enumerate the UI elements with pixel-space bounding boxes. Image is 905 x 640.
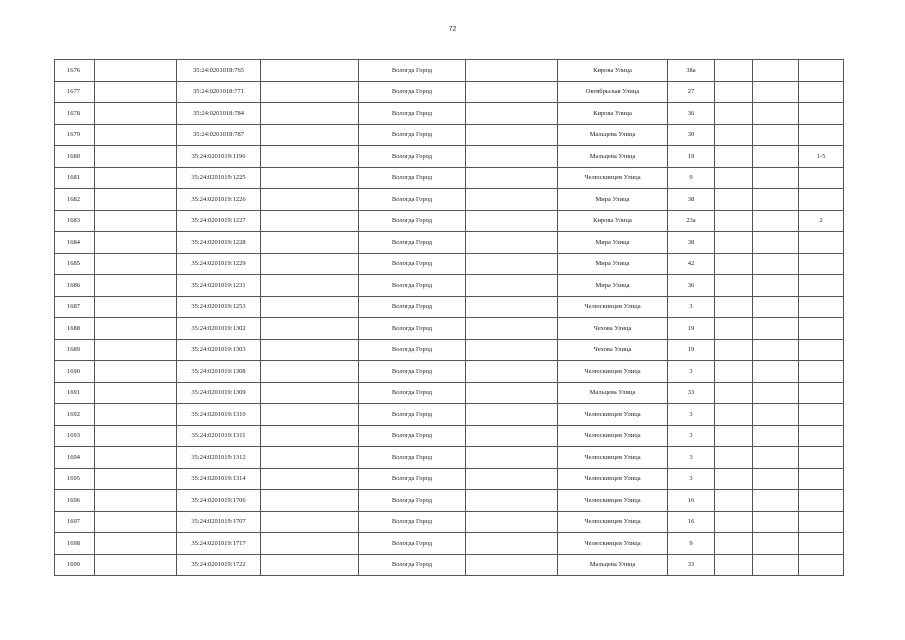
- empty-cell: [466, 146, 558, 168]
- street-cell: Челюскинцев Улица: [558, 167, 668, 189]
- empty-cell: [95, 533, 177, 555]
- house-number-cell: 16: [668, 490, 715, 512]
- apartment-cell: [799, 167, 844, 189]
- empty-cell: [753, 275, 799, 297]
- empty-cell: [466, 60, 558, 82]
- table-row: [55, 318, 844, 340]
- empty-cell: [753, 296, 799, 318]
- row-number-cell: 1693: [55, 425, 95, 447]
- empty-cell: [753, 81, 799, 103]
- street-cell: Челюскинцев Улица: [558, 533, 668, 555]
- apartment-cell: [799, 339, 844, 361]
- locality-cell: Вологда Город: [359, 318, 466, 340]
- cadastral-number-cell: 35:24:0201019:1225: [177, 167, 261, 189]
- empty-cell: [753, 533, 799, 555]
- empty-cell: [753, 210, 799, 232]
- row-number-cell: 1699: [55, 554, 95, 576]
- registry-table: [54, 59, 844, 576]
- table-row: [55, 361, 844, 383]
- row-number-cell: 1678: [55, 103, 95, 125]
- empty-cell: [95, 146, 177, 168]
- row-number-cell: 1684: [55, 232, 95, 254]
- table-row: [55, 533, 844, 555]
- street-cell: Мальцева Улица: [558, 554, 668, 576]
- cadastral-number-cell: 35:24:0201019:1722: [177, 554, 261, 576]
- cadastral-number-cell: 35:24:0201019:1312: [177, 447, 261, 469]
- empty-cell: [261, 533, 359, 555]
- empty-cell: [95, 468, 177, 490]
- empty-cell: [261, 382, 359, 404]
- cadastral-number-cell: 35:24:0201019:1302: [177, 318, 261, 340]
- row-number-cell: 1691: [55, 382, 95, 404]
- empty-cell: [466, 361, 558, 383]
- empty-cell: [715, 361, 753, 383]
- street-cell: Челюскинцев Улица: [558, 447, 668, 469]
- empty-cell: [753, 425, 799, 447]
- table-row: [55, 232, 844, 254]
- empty-cell: [715, 103, 753, 125]
- house-number-cell: 3: [668, 468, 715, 490]
- empty-cell: [261, 60, 359, 82]
- row-number-cell: 1676: [55, 60, 95, 82]
- cadastral-number-cell: 35:24:0201018:765: [177, 60, 261, 82]
- table-row: [55, 124, 844, 146]
- apartment-cell: [799, 253, 844, 275]
- locality-cell: Вологда Город: [359, 253, 466, 275]
- empty-cell: [466, 81, 558, 103]
- empty-cell: [466, 554, 558, 576]
- empty-cell: [466, 167, 558, 189]
- apartment-cell: [799, 447, 844, 469]
- page-number: 72: [448, 26, 457, 33]
- empty-cell: [466, 404, 558, 426]
- street-cell: Октябрьская Улица: [558, 81, 668, 103]
- table-row: [55, 490, 844, 512]
- house-number-cell: 3: [668, 447, 715, 469]
- empty-cell: [95, 382, 177, 404]
- cadastral-number-cell: 35:24:0201019:1227: [177, 210, 261, 232]
- street-cell: Мира Улица: [558, 253, 668, 275]
- empty-cell: [95, 124, 177, 146]
- street-cell: Кирова Улица: [558, 103, 668, 125]
- empty-cell: [715, 189, 753, 211]
- empty-cell: [466, 339, 558, 361]
- empty-cell: [261, 447, 359, 469]
- apartment-cell: [799, 296, 844, 318]
- empty-cell: [261, 361, 359, 383]
- house-number-cell: 3: [668, 296, 715, 318]
- empty-cell: [715, 124, 753, 146]
- table-row: [55, 146, 844, 168]
- row-number-cell: 1682: [55, 189, 95, 211]
- street-cell: Мальцева Улица: [558, 382, 668, 404]
- cadastral-number-cell: 35:24:0201019:1231: [177, 275, 261, 297]
- apartment-cell: [799, 232, 844, 254]
- empty-cell: [261, 339, 359, 361]
- empty-cell: [715, 318, 753, 340]
- empty-cell: [261, 296, 359, 318]
- empty-cell: [95, 318, 177, 340]
- locality-cell: Вологда Город: [359, 404, 466, 426]
- empty-cell: [466, 490, 558, 512]
- empty-cell: [95, 189, 177, 211]
- locality-cell: Вологда Город: [359, 103, 466, 125]
- house-number-cell: 16: [668, 511, 715, 533]
- locality-cell: Вологда Город: [359, 210, 466, 232]
- locality-cell: Вологда Город: [359, 554, 466, 576]
- apartment-cell: [799, 60, 844, 82]
- empty-cell: [466, 189, 558, 211]
- empty-cell: [753, 447, 799, 469]
- empty-cell: [466, 425, 558, 447]
- empty-cell: [753, 103, 799, 125]
- empty-cell: [95, 490, 177, 512]
- street-cell: Мальцева Улица: [558, 124, 668, 146]
- house-number-cell: 33: [668, 382, 715, 404]
- street-cell: Челюскинцев Улица: [558, 468, 668, 490]
- house-number-cell: 3: [668, 425, 715, 447]
- empty-cell: [753, 232, 799, 254]
- table-row: [55, 253, 844, 275]
- empty-cell: [95, 253, 177, 275]
- apartment-cell: [799, 103, 844, 125]
- house-number-cell: 42: [668, 253, 715, 275]
- house-number-cell: 23а: [668, 210, 715, 232]
- locality-cell: Вологда Город: [359, 447, 466, 469]
- empty-cell: [261, 425, 359, 447]
- street-cell: Челюскинцев Улица: [558, 511, 668, 533]
- empty-cell: [95, 511, 177, 533]
- table-row: [55, 103, 844, 125]
- empty-cell: [261, 318, 359, 340]
- locality-cell: Вологда Город: [359, 296, 466, 318]
- apartment-cell: [799, 490, 844, 512]
- house-number-cell: 3: [668, 404, 715, 426]
- empty-cell: [466, 318, 558, 340]
- registry-table-body: [55, 60, 844, 576]
- cadastral-number-cell: 35:24:0201019:1717: [177, 533, 261, 555]
- cadastral-number-cell: 35:24:0201019:1311: [177, 425, 261, 447]
- row-number-cell: 1681: [55, 167, 95, 189]
- apartment-cell: [799, 189, 844, 211]
- cadastral-number-cell: 35:24:0201018:787: [177, 124, 261, 146]
- row-number-cell: 1694: [55, 447, 95, 469]
- empty-cell: [715, 533, 753, 555]
- empty-cell: [715, 253, 753, 275]
- empty-cell: [95, 81, 177, 103]
- locality-cell: Вологда Город: [359, 124, 466, 146]
- locality-cell: Вологда Город: [359, 189, 466, 211]
- locality-cell: Вологда Город: [359, 382, 466, 404]
- table-row: [55, 275, 844, 297]
- apartment-cell: 1-5: [799, 146, 844, 168]
- empty-cell: [95, 210, 177, 232]
- empty-cell: [753, 468, 799, 490]
- locality-cell: Вологда Город: [359, 490, 466, 512]
- empty-cell: [466, 468, 558, 490]
- empty-cell: [261, 189, 359, 211]
- apartment-cell: [799, 533, 844, 555]
- empty-cell: [715, 425, 753, 447]
- row-number-cell: 1689: [55, 339, 95, 361]
- empty-cell: [261, 275, 359, 297]
- table-row: [55, 210, 844, 232]
- row-number-cell: 1695: [55, 468, 95, 490]
- house-number-cell: 3: [668, 361, 715, 383]
- house-number-cell: 9: [668, 167, 715, 189]
- empty-cell: [753, 404, 799, 426]
- empty-cell: [715, 404, 753, 426]
- apartment-cell: [799, 425, 844, 447]
- empty-cell: [715, 447, 753, 469]
- table-row: [55, 447, 844, 469]
- empty-cell: [466, 124, 558, 146]
- street-cell: Кирова Улица: [558, 60, 668, 82]
- empty-cell: [261, 232, 359, 254]
- table-row: [55, 425, 844, 447]
- apartment-cell: [799, 275, 844, 297]
- apartment-cell: [799, 318, 844, 340]
- empty-cell: [753, 511, 799, 533]
- empty-cell: [466, 232, 558, 254]
- apartment-cell: [799, 81, 844, 103]
- cadastral-number-cell: 35:24:0201018:784: [177, 103, 261, 125]
- cadastral-number-cell: 35:24:0201019:1314: [177, 468, 261, 490]
- empty-cell: [715, 339, 753, 361]
- cadastral-number-cell: 35:24:0201019:1228: [177, 232, 261, 254]
- table-row: [55, 189, 844, 211]
- empty-cell: [715, 167, 753, 189]
- apartment-cell: [799, 554, 844, 576]
- cadastral-number-cell: 35:24:0201018:771: [177, 81, 261, 103]
- house-number-cell: 38а: [668, 60, 715, 82]
- empty-cell: [95, 339, 177, 361]
- locality-cell: Вологда Город: [359, 167, 466, 189]
- empty-cell: [753, 382, 799, 404]
- street-cell: Челюскинцев Улица: [558, 361, 668, 383]
- cadastral-number-cell: 35:24:0201019:1308: [177, 361, 261, 383]
- street-cell: Мальцева Улица: [558, 146, 668, 168]
- empty-cell: [95, 296, 177, 318]
- empty-cell: [95, 361, 177, 383]
- street-cell: Челюскинцев Улица: [558, 404, 668, 426]
- row-number-cell: 1680: [55, 146, 95, 168]
- empty-cell: [715, 60, 753, 82]
- street-cell: Кирова Улица: [558, 210, 668, 232]
- row-number-cell: 1696: [55, 490, 95, 512]
- empty-cell: [95, 103, 177, 125]
- empty-cell: [715, 382, 753, 404]
- empty-cell: [466, 296, 558, 318]
- apartment-cell: [799, 404, 844, 426]
- table-row: [55, 60, 844, 82]
- table-row: [55, 339, 844, 361]
- empty-cell: [261, 210, 359, 232]
- empty-cell: [466, 533, 558, 555]
- empty-cell: [95, 447, 177, 469]
- row-number-cell: 1679: [55, 124, 95, 146]
- locality-cell: Вологда Город: [359, 511, 466, 533]
- apartment-cell: [799, 382, 844, 404]
- empty-cell: [95, 232, 177, 254]
- empty-cell: [753, 554, 799, 576]
- locality-cell: Вологда Город: [359, 533, 466, 555]
- empty-cell: [715, 275, 753, 297]
- empty-cell: [753, 318, 799, 340]
- empty-cell: [261, 103, 359, 125]
- empty-cell: [466, 253, 558, 275]
- street-cell: Чехова Улица: [558, 339, 668, 361]
- empty-cell: [261, 146, 359, 168]
- empty-cell: [753, 189, 799, 211]
- locality-cell: Вологда Город: [359, 146, 466, 168]
- row-number-cell: 1698: [55, 533, 95, 555]
- house-number-cell: 19: [668, 318, 715, 340]
- street-cell: Чехова Улица: [558, 318, 668, 340]
- house-number-cell: 19: [668, 146, 715, 168]
- street-cell: Челюскинцев Улица: [558, 490, 668, 512]
- empty-cell: [261, 167, 359, 189]
- cadastral-number-cell: 35:24:0201019:1226: [177, 189, 261, 211]
- locality-cell: Вологда Город: [359, 232, 466, 254]
- empty-cell: [466, 210, 558, 232]
- empty-cell: [753, 361, 799, 383]
- table-row: [55, 296, 844, 318]
- empty-cell: [95, 404, 177, 426]
- table-row: [55, 554, 844, 576]
- row-number-cell: 1686: [55, 275, 95, 297]
- empty-cell: [753, 167, 799, 189]
- cadastral-number-cell: 35:24:0201019:1196: [177, 146, 261, 168]
- locality-cell: Вологда Город: [359, 81, 466, 103]
- apartment-cell: 2: [799, 210, 844, 232]
- empty-cell: [753, 60, 799, 82]
- empty-cell: [715, 232, 753, 254]
- empty-cell: [261, 490, 359, 512]
- empty-cell: [715, 146, 753, 168]
- empty-cell: [261, 468, 359, 490]
- house-number-cell: 33: [668, 554, 715, 576]
- table-row: [55, 81, 844, 103]
- empty-cell: [753, 146, 799, 168]
- empty-cell: [466, 275, 558, 297]
- house-number-cell: 19: [668, 339, 715, 361]
- cadastral-number-cell: 35:24:0201019:1303: [177, 339, 261, 361]
- empty-cell: [753, 253, 799, 275]
- street-cell: Мира Улица: [558, 189, 668, 211]
- empty-cell: [753, 339, 799, 361]
- row-number-cell: 1690: [55, 361, 95, 383]
- empty-cell: [715, 296, 753, 318]
- street-cell: Челюскинцев Улица: [558, 425, 668, 447]
- cadastral-number-cell: 35:24:0201019:1229: [177, 253, 261, 275]
- locality-cell: Вологда Город: [359, 361, 466, 383]
- house-number-cell: 36: [668, 103, 715, 125]
- table-row: [55, 382, 844, 404]
- empty-cell: [466, 447, 558, 469]
- empty-cell: [753, 124, 799, 146]
- row-number-cell: 1697: [55, 511, 95, 533]
- house-number-cell: 9: [668, 533, 715, 555]
- locality-cell: Вологда Город: [359, 425, 466, 447]
- empty-cell: [466, 382, 558, 404]
- empty-cell: [261, 554, 359, 576]
- cadastral-number-cell: 35:24:0201019:1310: [177, 404, 261, 426]
- row-number-cell: 1683: [55, 210, 95, 232]
- empty-cell: [715, 490, 753, 512]
- cadastral-number-cell: 35:24:0201019:1707: [177, 511, 261, 533]
- apartment-cell: [799, 124, 844, 146]
- table-row: [55, 404, 844, 426]
- row-number-cell: 1685: [55, 253, 95, 275]
- cadastral-number-cell: 35:24:0201019:1309: [177, 382, 261, 404]
- empty-cell: [466, 103, 558, 125]
- empty-cell: [261, 81, 359, 103]
- row-number-cell: 1677: [55, 81, 95, 103]
- empty-cell: [466, 511, 558, 533]
- house-number-cell: 38: [668, 232, 715, 254]
- locality-cell: Вологда Город: [359, 339, 466, 361]
- street-cell: Челюскинцев Улица: [558, 296, 668, 318]
- empty-cell: [261, 124, 359, 146]
- locality-cell: Вологда Город: [359, 60, 466, 82]
- empty-cell: [753, 490, 799, 512]
- empty-cell: [95, 60, 177, 82]
- apartment-cell: [799, 361, 844, 383]
- empty-cell: [95, 425, 177, 447]
- row-number-cell: 1688: [55, 318, 95, 340]
- empty-cell: [715, 81, 753, 103]
- empty-cell: [715, 468, 753, 490]
- apartment-cell: [799, 468, 844, 490]
- empty-cell: [261, 253, 359, 275]
- apartment-cell: [799, 511, 844, 533]
- cadastral-number-cell: 35:24:0201019:1253: [177, 296, 261, 318]
- house-number-cell: 36: [668, 275, 715, 297]
- empty-cell: [261, 404, 359, 426]
- street-cell: Мира Улица: [558, 232, 668, 254]
- table-row: [55, 468, 844, 490]
- empty-cell: [95, 554, 177, 576]
- street-cell: Мира Улица: [558, 275, 668, 297]
- house-number-cell: 38: [668, 189, 715, 211]
- row-number-cell: 1692: [55, 404, 95, 426]
- empty-cell: [95, 167, 177, 189]
- empty-cell: [95, 275, 177, 297]
- locality-cell: Вологда Город: [359, 275, 466, 297]
- table-row: [55, 511, 844, 533]
- empty-cell: [715, 210, 753, 232]
- empty-cell: [715, 511, 753, 533]
- locality-cell: Вологда Город: [359, 468, 466, 490]
- empty-cell: [715, 554, 753, 576]
- house-number-cell: 27: [668, 81, 715, 103]
- table-row: [55, 167, 844, 189]
- empty-cell: [261, 511, 359, 533]
- cadastral-number-cell: 35:24:0201019:1706: [177, 490, 261, 512]
- house-number-cell: 30: [668, 124, 715, 146]
- row-number-cell: 1687: [55, 296, 95, 318]
